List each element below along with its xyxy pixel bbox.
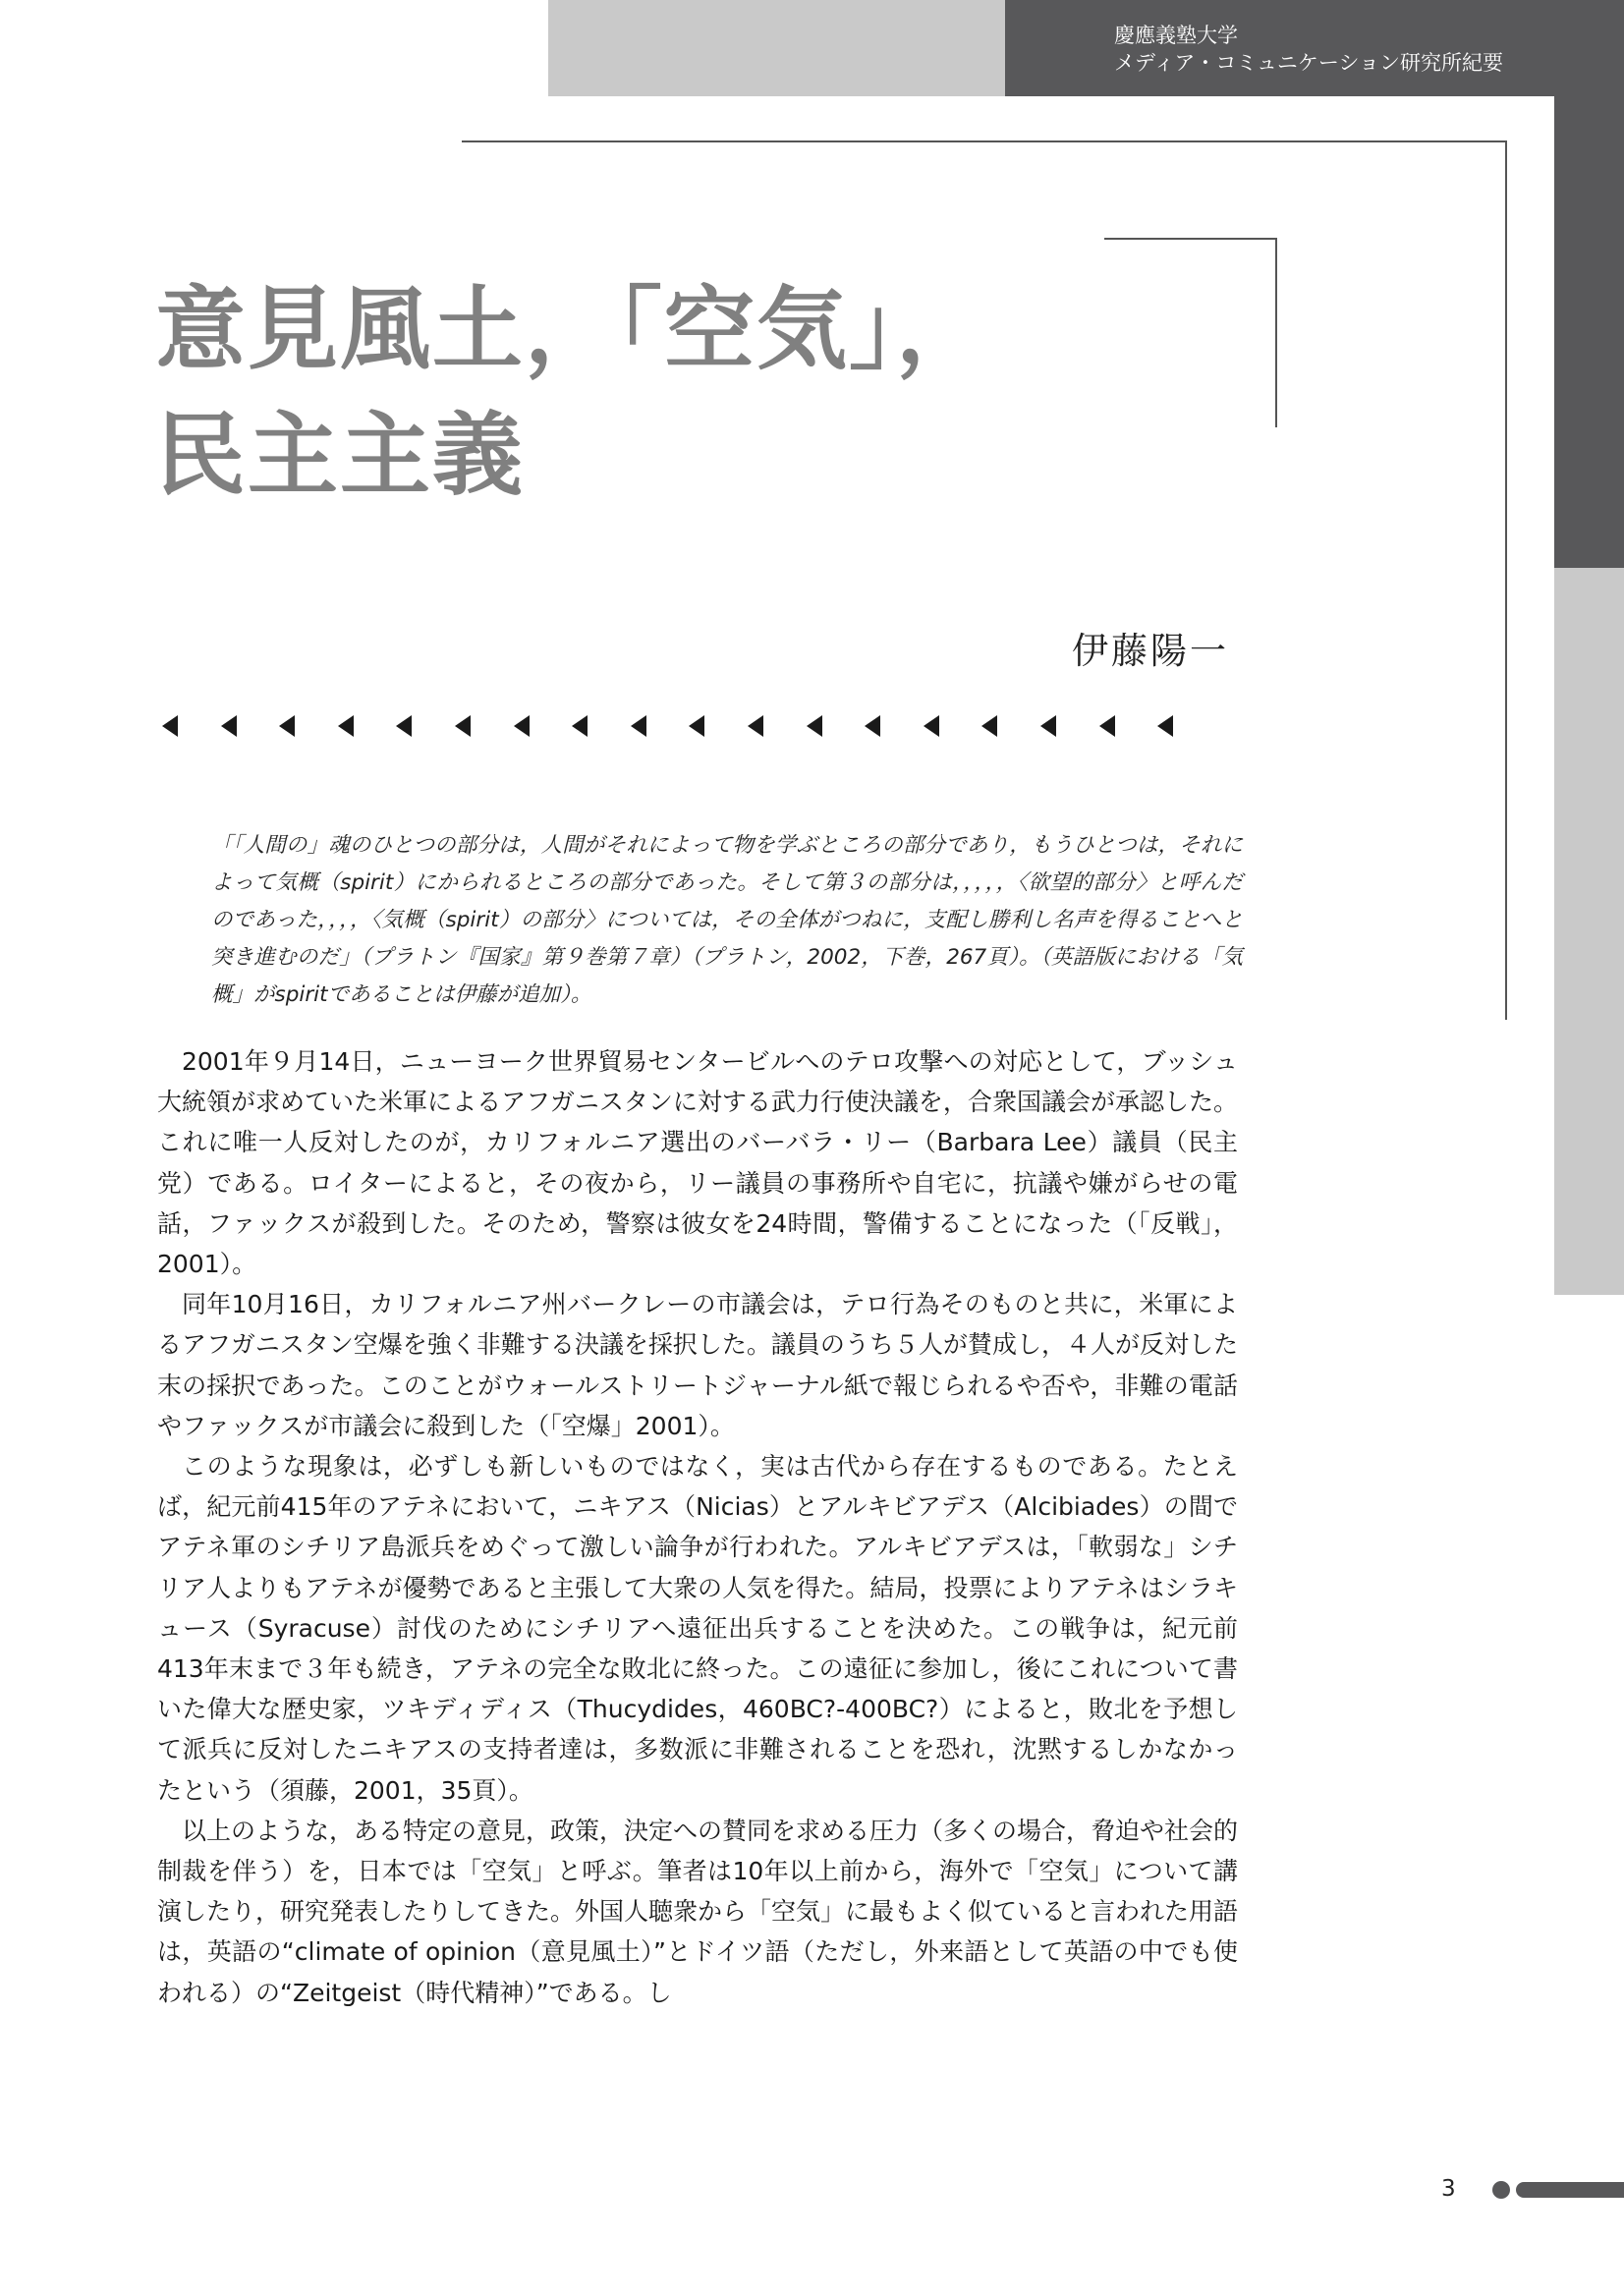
body-text <box>157 1041 1238 2013</box>
triangle-left-icon <box>922 713 941 739</box>
triangle-left-icon <box>863 713 882 739</box>
triangle-left-icon <box>336 713 356 739</box>
frame-rule-top <box>462 140 1507 142</box>
triangle-left-icon <box>394 713 414 739</box>
triangle-left-icon <box>980 713 999 739</box>
author-name: 伊藤陽一 <box>1072 630 1229 672</box>
triangle-left-icon <box>160 713 180 739</box>
triangle-left-icon <box>512 713 532 739</box>
body-paragraph: 以上のような，ある特定の意見，政策，決定への賛同を求める圧力（多くの場合，脅迫や社会的制裁を伴う）を，日本では「空気」と呼ぶ。筆者は10年以上前から，海外で「空気」について講演したり，研究発表したりしてきた。外国人聴衆から「空気」に最もよく似ていると言われた用語は，英語の“climate of opinion（意見風土）”とドイツ語（ただし，外来語として英語の中でも使われる）の“Zeitgeist（時代精神）”である。し <box>157 1816 1239 2007</box>
triangle-left-icon <box>1038 713 1058 739</box>
side-tab-dark <box>1554 96 1624 568</box>
triangle-left-icon <box>687 713 706 739</box>
triangle-left-icon <box>453 713 473 739</box>
body-paragraph: 同年10月16日，カリフォルニア州バークレーの市議会は，テロ行為そのものと共に，米軍によるアフガニスタン空爆を強く非難する決議を採択した。議員のうち５人が賛成し，４人が反対した末の採択であった。このことがウォールストリートジャーナル紙で報じられるや否や，非難の電話やファックスが市議会に殺到した（「空爆」2001）。 <box>157 1290 1238 1440</box>
header-band-light <box>548 0 1005 96</box>
triangle-left-icon <box>1155 713 1175 739</box>
frame-rule-right <box>1505 140 1507 1020</box>
page-number: 3 <box>1441 2176 1456 2202</box>
title-line-2: 民主主義 <box>155 403 526 508</box>
university-name: 慶應義塾大学 <box>1114 24 1238 47</box>
triangle-left-icon <box>1097 713 1117 739</box>
body-paragraph: 2001年９月14日，ニューヨーク世界貿易センタービルへのテロ攻撃への対応として，ブッシュ大統領が求めていた米軍によるアフガニスタンに対する武力行使決議を，合衆国議会が承認した。これに唯一人反対したのが，カリフォルニア選出のバーバラ・リー（Barbara Lee）議員（民主党）である。ロイターによると，その夜から，リー議員の事務所や自宅に，抗議や嫌がらせの電話，ファックスが殺到した。そのため，警察は彼女を24時間，警備することになった（「反戦」，2001）。 <box>157 1047 1238 1279</box>
body-paragraph: このような現象は，必ずしも新しいものではなく，実は古代から存在するものである。たとえば，紀元前415年のアテネにおいて，ニキアス（Nicias）とアルキビアデス（Alcibiades）の間でアテネ軍のシチリア島派兵をめぐって激しい論争が行われた。アルキビアデスは，「軟弱な」シチリア人よりもアテネが優勢であると主張して大衆の人気を得た。結局，投票によりアテネはシラキュース（Syracuse）討伐のためにシチリアへ遠征出兵することを決めた。この戦争は，紀元前413年末まで３年も続き，アテネの完全な敗北に終った。この遠征に参加し，後にこれについて書いた偉大な歴史家，ツキディディス（Thucydides，460BC?-400BC?）によると，敗北を予想して派兵に反対したニキアスの支持者達は，多数派に非難されることを恐れ，沈黙するしかなかったという（須藤，2001，35頁）。 <box>157 1452 1238 1805</box>
title-bracket-top <box>1104 238 1276 240</box>
epigraph-quote: 「「人間の」魂のひとつの部分は，人間がそれによって物を学ぶところの部分であり，もうひとつは，それによって気概（spirit）にかられるところの部分であった。そして第３の部分は，，，，，〈欲望的部分〉と呼んだのであった，，，，〈気概（spirit）の部分〉については，その全体がつねに，支配し勝利し名声を得ることへと突き進むのだ」（プラトン『国家』第９巻第７章）（プラトン，2002，下巻，267頁）。（英語版における「気概」がspiritであることは伊藤が追加）。 <box>211 833 1243 1007</box>
journal-name: メディア・コミュニケーション研究所紀要 <box>1114 51 1504 75</box>
triangle-left-icon <box>570 713 589 739</box>
page-bar-ornament <box>1516 2182 1624 2198</box>
triangle-left-icon <box>629 713 648 739</box>
page-dot-ornament <box>1492 2181 1510 2199</box>
article-title <box>155 267 988 519</box>
triangle-left-icon <box>805 713 824 739</box>
arrow-ornament-row <box>160 713 1231 743</box>
title-bracket-right <box>1275 238 1277 427</box>
side-tab-light <box>1554 568 1624 1295</box>
title-line-1: 意見風土，「空気」， <box>155 277 989 382</box>
triangle-left-icon <box>277 713 297 739</box>
triangle-left-icon <box>219 713 239 739</box>
journal-header <box>1114 22 1503 77</box>
triangle-left-icon <box>746 713 765 739</box>
